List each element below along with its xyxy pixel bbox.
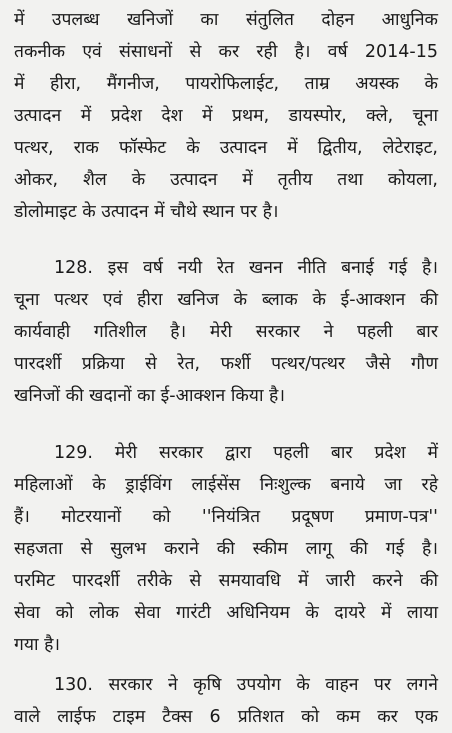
text-line: ओकर, शैल के उत्पादन में तृतीय तथा कोयला, [14,170,438,190]
text-line: वाले लाईफ टाइम टैक्स 6 प्रतिशत को कम कर एक [14,707,438,727]
text-line: हैं। मोटरयानों को ''नियंत्रित प्रदूषण प्रमाण-पत्र'' [14,507,438,527]
text-line: पारदर्शी प्रक्रिया से रेत, फर्शी पत्थर/पत्थर जैसे गौण [14,354,438,374]
paragraph-first-line: 130. सरकार ने कृषि उपयोग के वाहन पर लगने [54,675,438,695]
text-line: डोलोमाइट के उत्पादन में चौथे स्थान पर है। [14,202,279,222]
text-line: उत्पादन में प्रदेश देश में प्रथम, डायस्पोर, क्ले, चूना [14,106,438,126]
paragraph-first-line: 128. इस वर्ष नयी रेत खनन नीति बनाई गई है। [54,258,438,278]
paragraph-first-line: 129. मेरी सरकार द्वारा पहली बार प्रदेश में [54,443,438,463]
text-line: में हीरा, मैंगनीज, पायरोफिलाईट, ताम्र अयस्क के [14,74,438,94]
text-line: खनिजों की खदानों का ई-आक्शन किया है। [14,386,285,406]
text-line: पत्थर, राक फॉस्फेट के उत्पादन में द्वितीय, लेटेराइट, [14,138,438,158]
text-line: सहजता से सुलभ कराने की स्कीम लागू की गई है। [14,539,438,559]
text-line: चूना पत्थर एवं हीरा खनिज के ब्लाक के ई-आक्शन की [14,290,438,310]
text-line: सेवा को लोक सेवा गारंटी अधिनियम के दायरे में लाया [14,603,438,623]
text-line: परमिट पारदर्शी तरीके से समयावधि में जारी करने की [14,571,438,591]
text-line: तकनीक एवं संसाधनों से कर रही है। वर्ष 2014-15 [14,42,438,62]
text-line: गया है। [14,635,61,655]
text-line: में उपलब्ध खनिजों का संतुलित दोहन आधुनिक [14,10,438,30]
text-line: महिलाओं के ड्राईविंग लाईसेंस निःशुल्क बनाये जा रहे [14,475,438,495]
text-line: कार्यवाही गतिशील है। मेरी सरकार ने पहली बार [14,322,438,342]
